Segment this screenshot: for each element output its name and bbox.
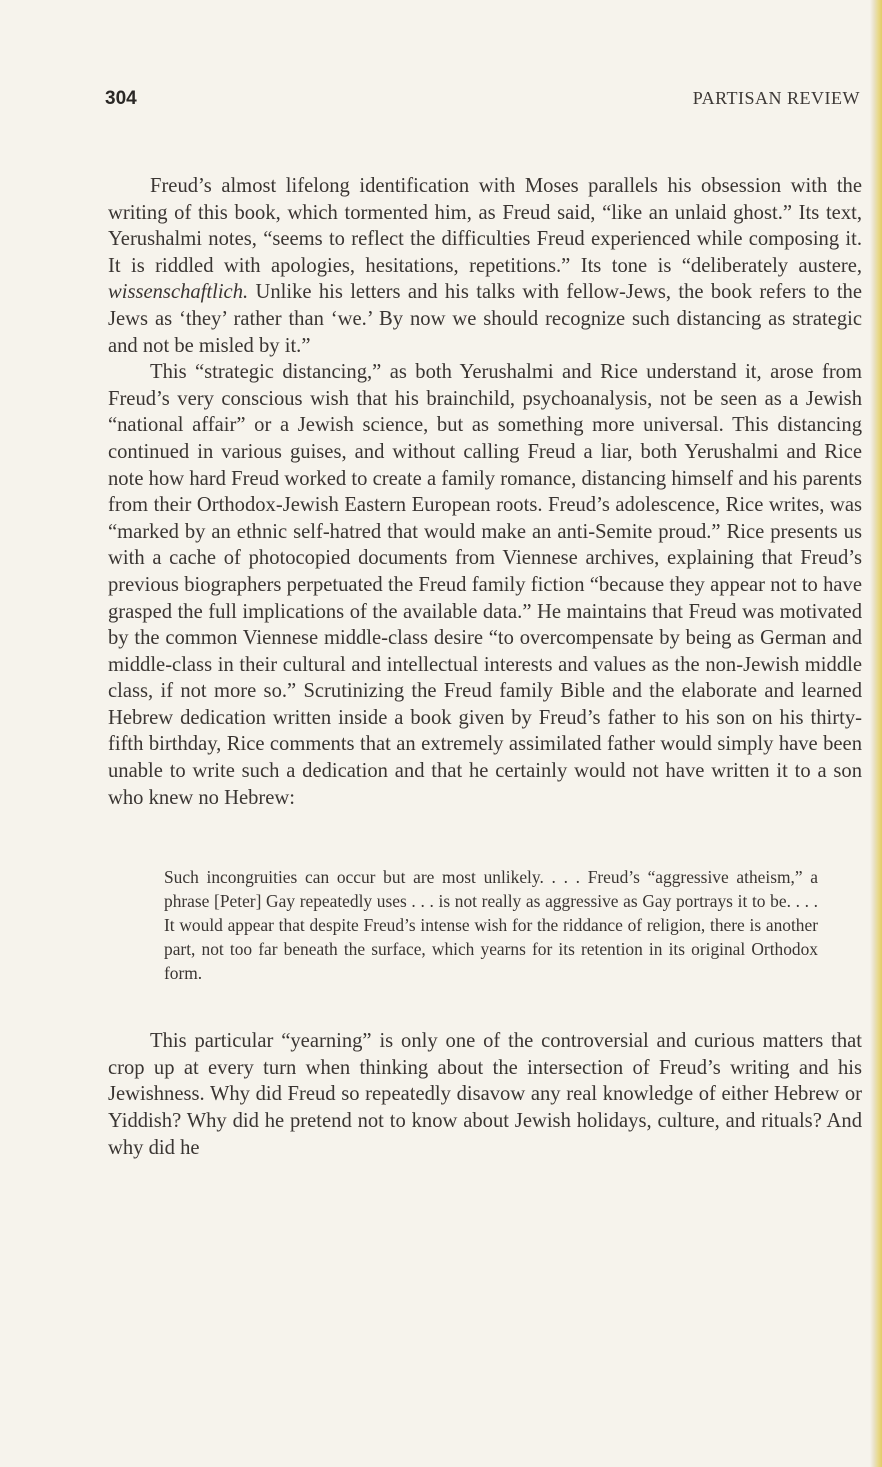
page-header [105,88,860,116]
running-title: PARTISAN REVIEW [692,88,860,108]
paragraph-3: This particular “yearning” is only one of the controversial and curious matters that crop up at every turn when thinking about the intersection of Freud’s writing and his Jewishness. Why did Freud so repeatedly disavow any real knowledge of either Hebrew or Yiddish? Why did he pretend not to know about Jewish holidays, culture, and rituals? And why did he [108,1030,862,1159]
paragraph-1-text-a: Freud’s almost lifelong identification with Moses parallels his obsession with the writing of this book, which tormented him, as Freud said, “like an unlaid ghost.” Its text, Yerushalmi notes, “seems to reflect the difficulties Freud experienced while composing it. It is riddled with apologies, hesitations, repetitions.” Its tone is “deliberately austere, [108,175,862,277]
paragraph-1-italic: wissenschaftlich. [108,281,249,304]
page-number: 304 [105,88,137,109]
block-quote: Such incongruities can occur but are most unlikely. . . . Freud’s “aggressive atheism,” a phrase [Peter] Gay repeatedly uses . . . is not really as aggressive as Gay portrays it to be. . . . It would appear that despite Freud’s intense wish for the riddance of religion, there is another part, not too far beneath the surface, which yearns for its retention in its original Orthodox form. [164,867,818,984]
body-text [108,173,862,1161]
page-edge-strip [870,0,882,1467]
paragraph-1 [108,173,862,359]
paragraph-1-text-b: Unlike his letters and his talks with fellow-Jews, the book refers to the Jews as ‘they’ rather than ‘we.’ By now we should recognize such distancing as strategic and not be misled by it.” [108,281,862,357]
paragraph-2: This “strategic distancing,” as both Yerushalmi and Rice understand it, arose from Freud’s very conscious wish that his brainchild, psychoanalysis, not be seen as a Jewish “national affair” or a Jewish science, but as something more universal. This distancing continued in various guises, and without calling Freud a liar, both Yerushalmi and Rice note how hard Freud worked to create a family romance, distancing himself and his parents from their Orthodox-Jewish Eastern European roots. Freud’s adolescence, Rice writes, was “marked by an ethnic self-hatred that would make an anti-Semite proud.” Rice presents us with a cache of photocopied documents from Viennese archives, explaining that Freud’s previous biographers perpetuated the Freud family fiction “because they appear not to have grasped the full implications of the available data.” He maintains that Freud was motivated by the common Viennese middle-class desire “to overcompensate by being as German and middle-class in their cultural and intellectual interests and values as the non-Jewish middle class, if not more so.” Scrutinizing the Freud family Bible and the elaborate and learned Hebrew dedication written inside a book given by Freud’s father to his son on his thirty-fifth birthday, Rice comments that an extremely assimilated father would simply have been unable to write such a dedication and that he certainly would not have written it to a son who knew no Hebrew: [108,361,862,809]
